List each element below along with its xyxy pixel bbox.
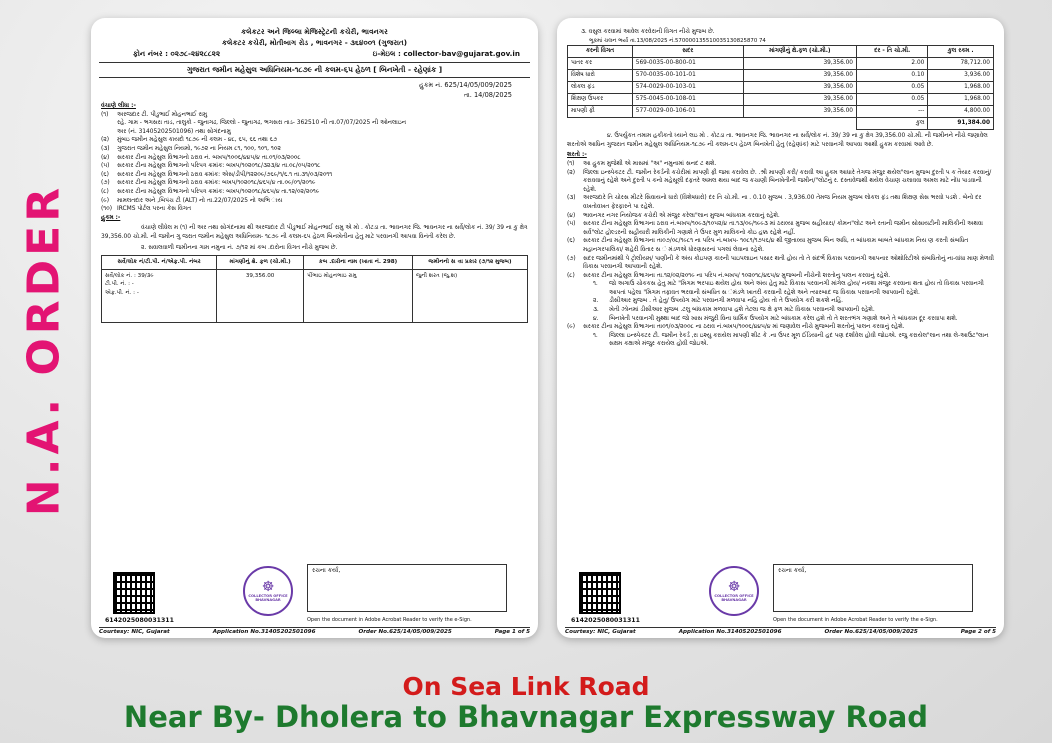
qr-number: 6142025080031311 <box>571 617 640 624</box>
footer-application: Application No.31405202501096 <box>212 629 316 635</box>
footer-order: Order No.625/14/05/009/2025 <box>824 629 918 635</box>
reference-item-text: સરકાર ટીના મહેસુલ વિભાગનો પરિપત્ર ક્રમાંક: બખપ/૧૦૨૦૧૮/૩૨૩/૪ તા.૦૮/૦૫/૨૦૧૮ <box>117 163 321 170</box>
tax-table-header: સદર <box>632 46 743 58</box>
reference-item <box>101 162 528 171</box>
footer-courtesy: Courtesy: NIC, Gujarat <box>99 629 170 635</box>
area-cell: 39,356.00 <box>217 269 304 322</box>
subcondition-item-number: ૨. <box>593 298 599 305</box>
tax-table-cell: 1,968.00 <box>928 82 994 94</box>
condition-number: (૯) <box>567 324 576 331</box>
challan-info: ભૂકમાં ચલન ભર્યા તા.13/08/2025 નં.570000135510035130825870 74 <box>589 37 766 44</box>
read-heading: વંચાણે લીધા :- <box>101 103 136 109</box>
subcondition-item <box>593 306 994 315</box>
reference-item <box>101 111 528 120</box>
footer-page: Page 2 of 5 <box>960 629 996 635</box>
document-page-2 <box>557 18 1004 638</box>
total-amount: 91,384.00 <box>928 118 994 130</box>
reference-item-text: રહે. ગામ - ભગસરા તાડ, તાલુકો - જુનાગઢ, જિલ્લો - જુનાગઢ, ભગસરા તાડ- 362510 ની તા.07/07/2025 ની ઓનલાઇન <box>117 120 407 127</box>
tax-table-cell: 39,356.00 <box>743 82 856 94</box>
condition-item <box>567 160 994 169</box>
reference-item-text: સરકાર ટીના મહેસુલ વિભાગનો ઠરાવ ક્રમાંક: એસ/ડીપી/૧૨૨૦૯/૭૬૯/૧/૬.૧ તા.૩૧/૦૩/૨૦૧૧ <box>117 171 333 178</box>
qr-code-icon <box>579 572 621 614</box>
tax-table-header: દર - તિ ચો.મી. <box>857 46 928 58</box>
subcondition-item <box>593 280 994 297</box>
condition-item-text: સરકાર ટીના મહેસુલ વિભાગના તા૦૭/૦૮/૧૯૮૧ ના પરિપ નં.બખપ- ૧૦૮૧/૧૭૫૬/૪ થી જીતાવ્યા મુજબ બિન અધિ, ત બાંધકામ બાબતે બાંધકામ નિય ણ કરતી સંબધિત મહાનગરપાલિકા/ શહેરી વિતાર સ ં મંડળએ ધોરણસરનાં પગલાં લેવાના રહેશે. <box>583 238 969 253</box>
conditions-list <box>567 160 994 280</box>
condition-item-number: (૫) <box>567 221 576 228</box>
qr-number: 6142025080031311 <box>105 617 174 624</box>
page1-header <box>91 18 538 59</box>
condition-item-text: આ હુકમ મુજેથી એ માસમાં "અ" નમુનામાં સનદ ટ થશે. <box>583 160 717 167</box>
subcondition-item-text: ડીસીઆર મુજબ . તે હેતુ/ ઉપયોગ માટે પરવાનગી મળવાપા નહિ હોય તો તે ઉપયોગ કરી શકશે નહિં. <box>609 298 844 305</box>
footer-order: Order No.625/14/05/009/2025 <box>358 629 452 635</box>
total-label: કુલ <box>857 118 928 130</box>
tax-table-cell: 1,968.00 <box>928 94 994 106</box>
page1-body <box>91 100 538 325</box>
holder-table-header: સર્વે/લોક નં/ટી.પી. નં/એફ.પી. નંબર <box>102 256 217 270</box>
reference-item-text: મામલતદાર અને ,બિપંચ ટી (ALT) નો તા.22/07/2025 નો અભિ ાય <box>117 197 283 204</box>
footer-application: Application No.31405202501096 <box>678 629 782 635</box>
tax-table-cell: લોકલ ફંડ <box>568 82 633 94</box>
reference-item-number: (૪) <box>101 154 110 161</box>
tax-table-cell: 2.00 <box>857 58 928 70</box>
holder-table-header: જમીનનો સ ત્તા પ્રકાર (૭/૧૨ મુજબ) <box>412 256 527 270</box>
page1-footer-area <box>91 546 538 638</box>
reference-item <box>101 197 528 206</box>
fp-no: એફ.પી. નં. : - <box>105 289 139 296</box>
condition-item <box>567 194 994 211</box>
esign-note: Open the document in Adobe Acrobat Reader to verify the e-Sign. <box>773 617 938 623</box>
qr-code-icon <box>113 572 155 614</box>
reference-item-number: (૬) <box>101 171 109 178</box>
survey-cell <box>102 269 217 322</box>
office-name: કલેકટર અને જિલ્લા મેજિસ્ટ્રેટની કચેરી, ભાવનગર <box>241 27 388 36</box>
tax-table-cell: શિક્ષણ ઉપકર <box>568 94 633 106</box>
page2-body <box>557 18 1004 351</box>
subcondition-number: ૧. <box>593 332 598 339</box>
subcondition-text: જિલ્લા ઇન્સ્પેકટર ટી. જમીન રેકર્ડ ,રા ઇશ્યુ કરાયેલ માપણી શીટ કે .ના ઉપર મૂળ ઈંડિયાની હદ પણ દર્શાવેલ હોવી જોઇએ. રજુ કરાયેલ"લાન તથા લે-આઉટ"લાન સક્ષમ કક્ષાએ મંજુર કરાયેલ હોવી જોઇએ. <box>609 332 989 348</box>
tax-table-header: કરની વિગત <box>568 46 633 58</box>
page2-footer <box>565 627 996 635</box>
condition-item <box>567 237 994 254</box>
reference-item-number: (૧) <box>101 111 109 118</box>
esign-box <box>307 564 507 612</box>
holder-table-header: કબ .દારોના નામ (ખાતા નં. 298) <box>304 256 413 270</box>
condition-item-number: (૭) <box>567 255 576 262</box>
condition-item-number: (૬) <box>567 238 575 245</box>
subcondition-item-text: ખેતી ઝોનમાં ડીસીઆર મુજબ .ટલુ બાંધકામ મળવાપા હશે તેટલા જ ક્ષે ફળ માટે વિકાસ પરવાનગી આપવાની રહેશે. <box>609 307 875 314</box>
order-subject: ગુજરાત જમીન મહેસુલ અધિનિયમ-૧૮૭૯ ની કલમ-૬૫ હેઠળ [ બિનખેતી - રહેણાંક ] <box>99 62 530 78</box>
tax-table-cell: 39,356.00 <box>743 94 856 106</box>
condition-item-number: (૮) <box>567 272 575 279</box>
table-row <box>102 269 528 322</box>
order-paragraph-1: વંચાણે લીધેલ મ (૧) ની અર તથા સોગંદનામા થી અરજદાર ટી પીડુભાઈ મોહનભાઈ રામુ એ મો . કોટડા તા. ભાવનગર જિ. ભાવનગર ના સર્વે/લોક નં. 39/ 39 ના કુ ક્ષેત્ર 39,356.00 ચો.મી. ની જમીન ગુ જરાત જમીન મહેસુલ અધિનિયમ- ૧૮૭૯ ની કલમ-૬૫ હેઠળ બિનખેતીના હેતુ માટે પરવાનગી આપવા વિનંતી કરેલ છે. <box>101 225 528 240</box>
condition-item <box>567 169 994 195</box>
tax-table-cell: 78,712.00 <box>928 58 994 70</box>
condition-item-text: સદર જમીનમાંથી પે ટ્રોલીયમ/ પાણીની કે અંય કોઇપણ કારની પાઇપલાઇન પસાર થતી હોય તો તે સંદર્ભે વિકાસ પરવાનગી આપનાર ઓથોરિટીએ સંબધિતોનું ના-વાંધા માણ મેળવી વિકાસ પરવાનગી આપવાની રહેશે. <box>583 255 994 271</box>
caption-line-1: On Sea Link Road <box>402 672 650 701</box>
reference-item <box>101 205 528 214</box>
tax-table-cell: 0.10 <box>857 70 928 82</box>
tp-no: ટી.પી. નં. : - <box>105 281 134 288</box>
subcondition-item-text: બિનખેતી પરવાનગી મુથ્થા બાદ જો ખાસ મંજુરી વિના ધાર્મિક ઉપયોગ માટે બાંધકામ કરેલ હશે તો તે શરતભંગ ગણાશે અને તે બાંધકામ દૂર કરવાપા થશે. <box>609 315 958 322</box>
reference-item-text: IRCMS પોર્ટલ પરના કેસ વિગત <box>117 206 191 213</box>
condition-item <box>567 212 994 221</box>
reference-item <box>101 179 528 188</box>
office-phone: ફોન નંબર : ૦૨૭૮-૨૪૨૮૮૨૨ <box>133 49 221 58</box>
table-row <box>568 82 994 94</box>
subcondition-item <box>593 315 994 324</box>
condition-item-text: સરકાર ટીના મહેસુલ વિભાગના તા.૧૨/૦૨/૨૦૧૯ ના પરિપ નં.બખપ/ ૧૦૨૦૧૮/૪૬૫/૪ મુજબની નીચેની શરતોનુ પાલન કરવાનું રહેશે. <box>583 272 891 279</box>
table-row <box>568 106 994 118</box>
reference-item <box>101 119 528 128</box>
tax-table-cell: 0.05 <box>857 82 928 94</box>
order-date: તા. 14/08/2025 <box>463 91 512 99</box>
tax-table-cell: વિશેષ ધારો <box>568 70 633 82</box>
side-title <box>14 183 74 517</box>
condition-item-text: સરકાર ટીના મહેસુલ વિભાગના ઠરાવ નં.બખપ/૧૦૯૩/૧૦૫૨/૪ તા.૧૩/૦૯/૧૯૯૩ માં ઠરાવ્યા મુજબ સહીયારા/ કોમન"લોટ અને રતાની જમીન સોસાયટીની માલિકીની અથવા સર્વે"લોટ હોલ્ડરની સહીયારી માલિકીની ગણાશે તે ઉપર મુળ માલિકનો કોઇ હક્ક રહેશે નહીં. <box>583 221 984 236</box>
tax-table-cell: 39,356.00 <box>743 106 856 118</box>
reference-item <box>101 128 528 137</box>
footer-courtesy: Courtesy: NIC, Gujarat <box>565 629 636 635</box>
order-paragraph-4: ૪. ઉપર્યુકત તમામ હકીકતો ધ્યાને લઇ મો . કોટડા તા. ભાવનગર જિ. ભાવનગર ના સર્વે/લોક નં. 39/ 39 ના કુ ક્ષેત્ર 39,356.00 ચો.મી. ની જમીનને નીચે જણાવેલ શરતોએ આધિન ગુજરાત જમીન મહેસુલ અધિનિયમ-૧૮૭૯ ની કલમ-૬૫ હેઠળ બિનખેતી હેતુ (રહેણાંક) માટે પરવાનગી આપવા આથી હુકમ કરવામાં આવે છે. <box>567 133 988 148</box>
esign-box <box>773 564 973 612</box>
tenure-cell: જુની શરત (જુ.શ) <box>412 269 527 322</box>
reference-list <box>101 111 528 214</box>
reference-item-text: સરકાર ટીના મહેસુલ વિભાગનો પરિપત્ર ક્રમાંક: બખપ/૧૦૨૦૧૮/૪૬૫/૪ તા.૧૨/૦૨/૨૦૧૯ <box>117 188 320 195</box>
condition-item-number: (૩) <box>567 195 576 202</box>
sign-label: રચના કર્યા, <box>778 567 807 574</box>
conditions-heading: શરતો :- <box>567 152 587 159</box>
reference-item <box>101 188 528 197</box>
collector-seal-icon: ☸ COLLECTOR OFFICE BHAVNAGAR <box>709 566 759 616</box>
office-address: કલેકટર કચેરી, મોતીબાગ રોડ , ભાવનગર - ૩૬૪૦૦૧ (ગુજરાત) <box>221 38 408 47</box>
condition-item-text: ભાવનગર નગર નિયોજક કચેરી એ મંજુર કરેલા"લાન મુજબ બાંધકામ કરવાનું રહેશે. <box>583 212 780 219</box>
subcondition-item-text: જો અગાઉ ચોકકસ હેતુ માટે "મિગમ ભરપાઇ થયેલ હોય અને અંય હેતુ માટે વિકાસ પરવાનગી માંગેલ હોય/ નકશા મંજુર કરવાના થતા હોય તો વિકાસ પરવાનગી આપતાં પહેલા "મિગમ તફાવત ભરવાની સંબધિત સ ંમંડળે ખાતરી કરવાની રહેશે અને ત્યારબાદ જ વિકાસ પરવાનગી આપવાની રહેશે. <box>609 281 984 296</box>
subcondition-item <box>567 332 994 349</box>
reference-item-number: (૯) <box>101 197 110 204</box>
seal-text: COLLECTOR OFFICE BHAVNAGAR <box>248 594 288 602</box>
condition-item <box>567 220 994 237</box>
condition-text: સરકાર ટીના મહેસુલ વિભાગના તા૦૧/૦૩/૨૦૦૮ ના ઠરાવ નં.બખપ/૧૦૦૬/૪૪૫/૪ માં જણાવેલ નીચે મુજબની શરતોનું પાલન કરવાનું રહેશે. <box>583 324 905 331</box>
subcondition-item <box>593 297 994 306</box>
reference-item <box>101 145 528 154</box>
reference-item-text: સરકાર ટીના મહેસુલ વિભાગનો ઠરાવ નં. બખપ/૧૦૦૬/૪૪૫/૪ તા.૦૧/૦૩/૨૦૦૮ <box>117 154 301 161</box>
collector-seal-icon: ☸ COLLECTOR OFFICE BHAVNAGAR <box>243 566 293 616</box>
tax-table-cell: 569-0035-00-800-01 <box>632 58 743 70</box>
tax-table-cell: 39,356.00 <box>743 58 856 70</box>
footer-page: Page 1 of 5 <box>494 629 530 635</box>
tax-table-cell: 4,800.00 <box>928 106 994 118</box>
owner-cell: પીંભાઇ મોહનભાઇ રામુ <box>304 269 413 322</box>
reference-item <box>101 136 528 145</box>
reference-item-number <box>101 128 117 137</box>
holder-table <box>101 255 528 323</box>
condition-item <box>567 272 994 281</box>
side-title-text: N.A. ORDER <box>18 183 70 517</box>
reference-item-text: ગુજરાત જમીન મહેસુલ નિયમો, ૧૯૭૨ ના નિયમ ૮૧, ૧૦૦, ૧૦૧, ૧૦૨ <box>117 145 281 152</box>
survey-no: સર્વે/લોક નં. : 39/૩૯ <box>105 272 154 279</box>
tax-table <box>567 45 994 130</box>
office-email: ઇ-મેઇલ : collector-bav@gujarat.gov.in <box>372 49 520 58</box>
tax-table-cell: 575-0045-00-108-01 <box>632 94 743 106</box>
seal-text: COLLECTOR OFFICE BHAVNAGAR <box>714 594 754 602</box>
subconditions-list <box>567 280 994 323</box>
condition-item <box>567 323 994 332</box>
tax-table-cell: માપણી ફી <box>568 106 633 118</box>
document-page-1 <box>91 18 538 638</box>
reference-item <box>101 171 528 180</box>
subcondition-item-number: ૪. <box>593 315 599 322</box>
reference-item-number: (૮) <box>101 188 109 195</box>
order-number: હુકમ નં. 625/14/05/009/2025 <box>419 81 512 89</box>
subcondition-item-number: ૩. <box>593 307 599 314</box>
reference-item-text: સરકાર ટીના મહેસુલ વિભાગનો ઠરાવ ક્રમાંક: બખપ/૧૦૨૦૧૮/૪૬૫/૪ તા.૦૯/૦૧/૨૦૧૯ <box>117 180 316 187</box>
tax-table-cell: 577-0029-00-106-01 <box>632 106 743 118</box>
order-heading: હુકમ :- <box>101 214 121 221</box>
page1-footer <box>99 627 530 635</box>
subcondition-item-number: ૧. <box>593 281 598 288</box>
sign-label: રચના કર્યા, <box>312 567 341 574</box>
reference-item-text: અર (નં. 31405202501096) તથા સોગંદનામુ <box>117 128 231 135</box>
tax-table-cell: 570-0035-00-101-01 <box>632 70 743 82</box>
tax-table-cell: 574-0029-00-103-01 <box>632 82 743 94</box>
table-row <box>568 94 994 106</box>
tax-table-cell: 0.05 <box>857 94 928 106</box>
condition-item-text: અરજદારે તિ ચોરસ મીટરે સિવાયનો ધારો (વિશેષધારો) દર તિ ચો.મી. ના . 0.10 મુજબ . 3,936.00 તેમજ નિયમ મુજબ લોકલ ફંડ તથા શિક્ષણ સેસ ભરવો પડશે . બેનો દર વખતોવખત ફેરફારને પા રહેશે. <box>583 195 982 210</box>
tax-table-cell: 39,356.00 <box>743 70 856 82</box>
tax-table-header-row <box>568 46 994 58</box>
reference-item-text: અરજદાર ટી. પીડુભાઈ મોહનભાઈ રામુ <box>117 111 208 118</box>
reference-item-number: (૭) <box>101 180 110 187</box>
esign-note: Open the document in Adobe Acrobat Reader to verify the e-Sign. <box>307 617 472 623</box>
reference-item-number: (૨) <box>101 137 110 144</box>
caption-line-2: Near By- Dholera to Bhavnagar Expressway Road <box>123 700 929 734</box>
tax-table-header: કુલ રકમ . <box>928 46 994 58</box>
reference-item-number <box>101 119 117 128</box>
tax-intro: ૩. વસુલ કરવામાં આવેલ કરવેરાની વિગત નીચે મુજબ છે. <box>581 29 715 35</box>
table-row <box>568 70 994 82</box>
reference-item <box>101 154 528 163</box>
tax-table-header: માંગણીનું ક્ષે.ફળ (ચો.મી.) <box>743 46 856 58</box>
reference-item-number: (૧૦) <box>101 206 113 213</box>
condition-item <box>567 255 994 272</box>
page2-footer-area <box>557 546 1004 638</box>
condition-item-number: (૧) <box>567 160 575 167</box>
holder-table-header: માંગણીનું ક્ષે. ફળ (ચો.મી.) <box>217 256 304 270</box>
tax-table-cell: પાતર કર <box>568 58 633 70</box>
condition-item-number: (૨) <box>567 169 576 176</box>
table-row <box>568 58 994 70</box>
reference-item-number: (૩) <box>101 145 110 152</box>
condition-item-number: (૪) <box>567 212 576 219</box>
tax-table-cell: 3,936.00 <box>928 70 994 82</box>
tax-table-cell: --- <box>857 106 928 118</box>
reference-item-text: મુંબઇ જમીન મહેસુલ કાયદો ૧૮૭૯ ની કલમ - ૪૮, ૬૫, ૬૬ તથા ૬૭ <box>117 137 278 144</box>
condition-item-text: જિલ્લા ઇન્સ્પેકટર ટી. જમીન રેકર્ડની કચેરીમાં માપણી ફી જમા કરાવેલ છે. .શ્રી માપણી કરી/ કરાવી આ હુકમ આધારે તેગજ મંજુર થયેલ"લાન મુજબ દુરતી પ ક તૈયાર કરવાનું/ કરાવવાનું રહેશે અને દુરતી પ કનો મહેસૂલી દફતરે અમલ થયા બાદ જ કચાણી બિનખેતીની જમીન/"લોટનું ર. દસ્તાવેજથી થયેલ વેચાણ ચલાવવા અમલ માટે નોંધ પાડવાની રહેશે. <box>583 169 992 193</box>
reference-item-number: (૫) <box>101 163 110 170</box>
order-paragraph-2: ૨. સવાલવાળી જમીનના ગામ નમુના નં. ૭/૧૨ માં કબ .દારોના વિગત નીચે મુજબ છે. <box>141 244 338 251</box>
